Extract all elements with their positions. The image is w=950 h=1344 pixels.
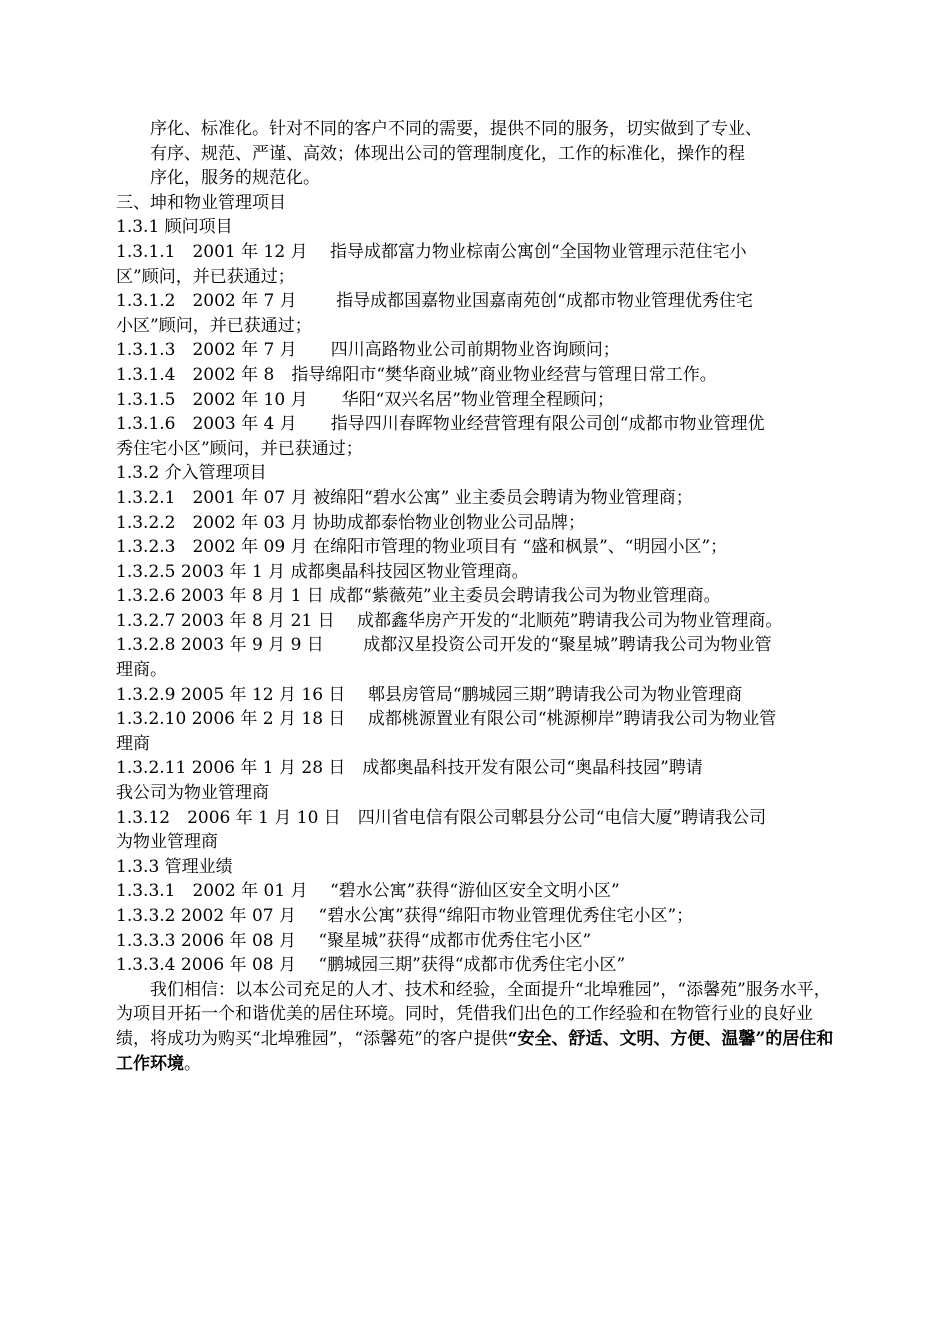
involve-line: 1.3.2.11 2006 年 1 月 28 日 成都奥晶科技开发有限公司“奥晶科技园”聘请 [116, 758, 703, 779]
consult-heading: 1.3.1 顾问项目 [116, 217, 233, 238]
achieve-heading: 1.3.3 管理业绩 [116, 856, 233, 877]
closing-text: 我们相信：以本公司充足的人才、技术和经验，全面提升“北埠雅园”，“添馨苑”服务水平，为项目开拓一个和谐优美的居住环境。同时，凭借我们出色的工作经验和在物管行业的良好业绩，将成功为购买“北埠雅园”，“添馨苑”的客户提供 [116, 979, 831, 1049]
involve-line: 1.3.2.8 2003 年 9 月 9 日 成都汉星投资公司开发的“聚星城”聘请我公司为物业管 [116, 635, 772, 656]
intro-line-1: 序化、标准化。针对不同的客户不同的需要，提供不同的服务，切实做到了专业、 [150, 119, 762, 139]
involve-line: 1.3.2.7 2003 年 8 月 21 日 成都鑫华房产开发的“北顺苑”聘请我公司为物业管理商。 [116, 610, 783, 631]
involve-line: 1.3.2.1 2001 年 07 月 被绵阳“碧水公寓” 业主委员会聘请为物业管理商； [116, 487, 693, 508]
intro-line-3: 序化，服务的规范化。 [150, 168, 320, 189]
closing-paragraph [116, 978, 838, 1076]
achieve-line: 1.3.3.4 2006 年 08 月 “鹏城园三期”获得“成都市优秀住宅小区” [116, 955, 626, 976]
involve-line: 1.3.2.10 2006 年 2 月 18 日 成都桃源置业有限公司“桃源柳岸”聘请我公司为物业管 [116, 709, 777, 730]
consult-line: 1.3.1.1 2001 年 12 月 指导成都富力物业棕南公寓创“全国物业管理示范住宅小 [116, 241, 747, 262]
achieve-line: 1.3.3.2 2002 年 07 月 “碧水公寓”获得“绵阳市物业管理优秀住宅小区”； [116, 906, 694, 926]
achieve-line: 1.3.3.3 2006 年 08 月 “聚星城”获得“成都市优秀住宅小区” [116, 930, 592, 951]
involve-line: 理商。 [116, 660, 167, 681]
document-body [116, 117, 838, 1076]
involve-line: 1.3.2.6 2003 年 8 月 1 日 成都“紫薇苑”业主委员会聘请我公司为物业管理商。 [116, 586, 721, 607]
consult-line: 秀住宅小区”顾问，并已获通过； [116, 438, 363, 459]
intro-line-2: 有序、规范、严谨、高效；体现出公司的管理制度化，工作的标准化，操作的程 [150, 143, 745, 164]
closing-bold-text: “安全、舒适、文明、方便、温馨”的居住和工作环境 [116, 1028, 834, 1074]
closing-end: 。 [184, 1053, 201, 1074]
consult-line: 1.3.1.3 2002 年 7 月 四川高路物业公司前期物业咨询顾问； [116, 340, 620, 361]
involve-line: 1.3.12 2006 年 1 月 10 日 四川省电信有限公司郫县分公司“电信大厦”聘请我公司 [116, 807, 767, 828]
consult-line: 1.3.1.5 2002 年 10 月 华阳“双兴名居”物业管理全程顾问； [116, 389, 614, 410]
involve-line: 为物业管理商 [116, 832, 218, 853]
involve-line: 1.3.2.5 2003 年 1 月 成都奥晶科技园区物业管理商。 [116, 561, 529, 582]
achieve-line: 1.3.3.1 2002 年 01 月 “碧水公寓”获得“游仙区安全文明小区” [116, 881, 620, 902]
consult-line: 区”顾问，并已获通过； [116, 266, 295, 287]
involve-line: 1.3.2.9 2005 年 12 月 16 日 郫县房管局“鹏城园三期”聘请我公司为物业管理商 [116, 684, 743, 705]
consult-line: 1.3.1.2 2002 年 7 月 指导成都国嘉物业国嘉南苑创“成都市物业管理优秀住宅 [116, 291, 753, 312]
involve-heading: 1.3.2 介入管理项目 [116, 463, 267, 484]
consult-line: 1.3.1.4 2002 年 8 指导绵阳市“樊华商业城”商业物业经营与管理日常工作。 [116, 364, 717, 385]
involve-line: 1.3.2.2 2002 年 03 月 协助成都泰怡物业创物业公司品牌； [116, 512, 585, 533]
consult-line: 小区”顾问，并已获通过； [116, 315, 312, 336]
involve-line: 理商 [116, 733, 150, 754]
involve-line: 1.3.2.3 2002 年 09 月 在绵阳市管理的物业项目有 “盛和枫景”、“明园小区”； [116, 537, 728, 558]
consult-line: 1.3.1.6 2003 年 4 月 指导四川春晖物业经营管理有限公司创“成都市物业管理优 [116, 414, 765, 435]
involve-line: 我公司为物业管理商 [116, 783, 269, 804]
section-heading: 三、坤和物业管理项目 [116, 192, 286, 213]
